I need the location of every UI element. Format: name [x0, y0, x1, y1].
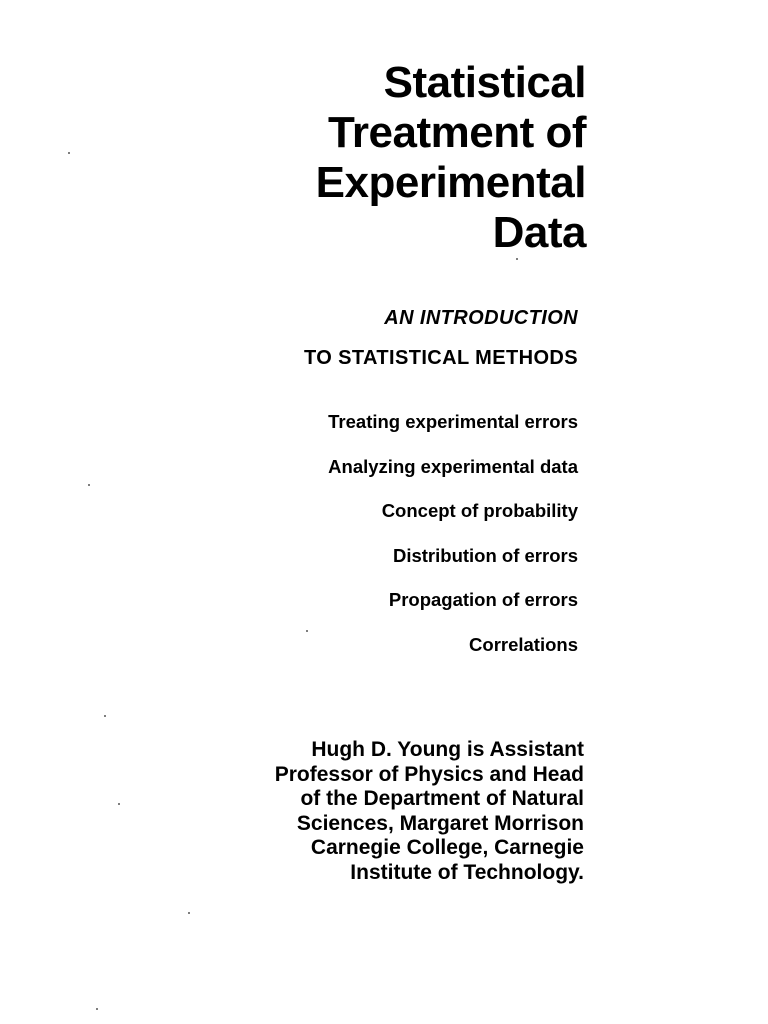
scan-speck	[306, 630, 308, 632]
author-line-4: Sciences, Margaret Morrison	[296, 811, 584, 835]
scan-speck	[188, 912, 190, 914]
subtitle-line-1: AN INTRODUCTION	[384, 307, 578, 329]
title-line-2: Treatment of	[327, 108, 586, 157]
topic-item: Treating experimental errors	[328, 411, 578, 432]
author-line-2: Professor of Physics and Head	[274, 762, 584, 786]
author-line-1: Hugh D. Young is Assistant	[311, 738, 584, 761]
scan-speck	[516, 258, 518, 260]
topic-item: Distribution of errors	[392, 544, 578, 566]
book-title	[316, 58, 586, 258]
title-line-3: Experimental	[315, 158, 586, 207]
topic-list	[328, 400, 578, 668]
topic-item: Propagation of errors	[388, 589, 578, 611]
scan-speck	[88, 484, 90, 486]
topic-item: Correlations	[469, 633, 578, 655]
scan-speck	[118, 803, 120, 805]
scan-speck	[68, 152, 70, 154]
topic-item: Concept of probability	[381, 500, 578, 522]
author-line-6: Institute of Technology.	[350, 860, 584, 884]
book-subtitle	[304, 298, 578, 378]
author-blurb	[275, 738, 584, 886]
title-line-1: Statistical	[383, 58, 586, 107]
title-line-4: Data	[492, 208, 586, 257]
scan-speck	[96, 1008, 98, 1010]
author-line-5: Carnegie College, Carnegie	[310, 836, 584, 860]
topic-item: Analyzing experimental data	[328, 455, 578, 477]
scan-speck	[104, 715, 106, 717]
subtitle-line-2: TO STATISTICAL METHODS	[304, 347, 578, 369]
author-line-3: of the Department of Natural	[300, 787, 584, 811]
